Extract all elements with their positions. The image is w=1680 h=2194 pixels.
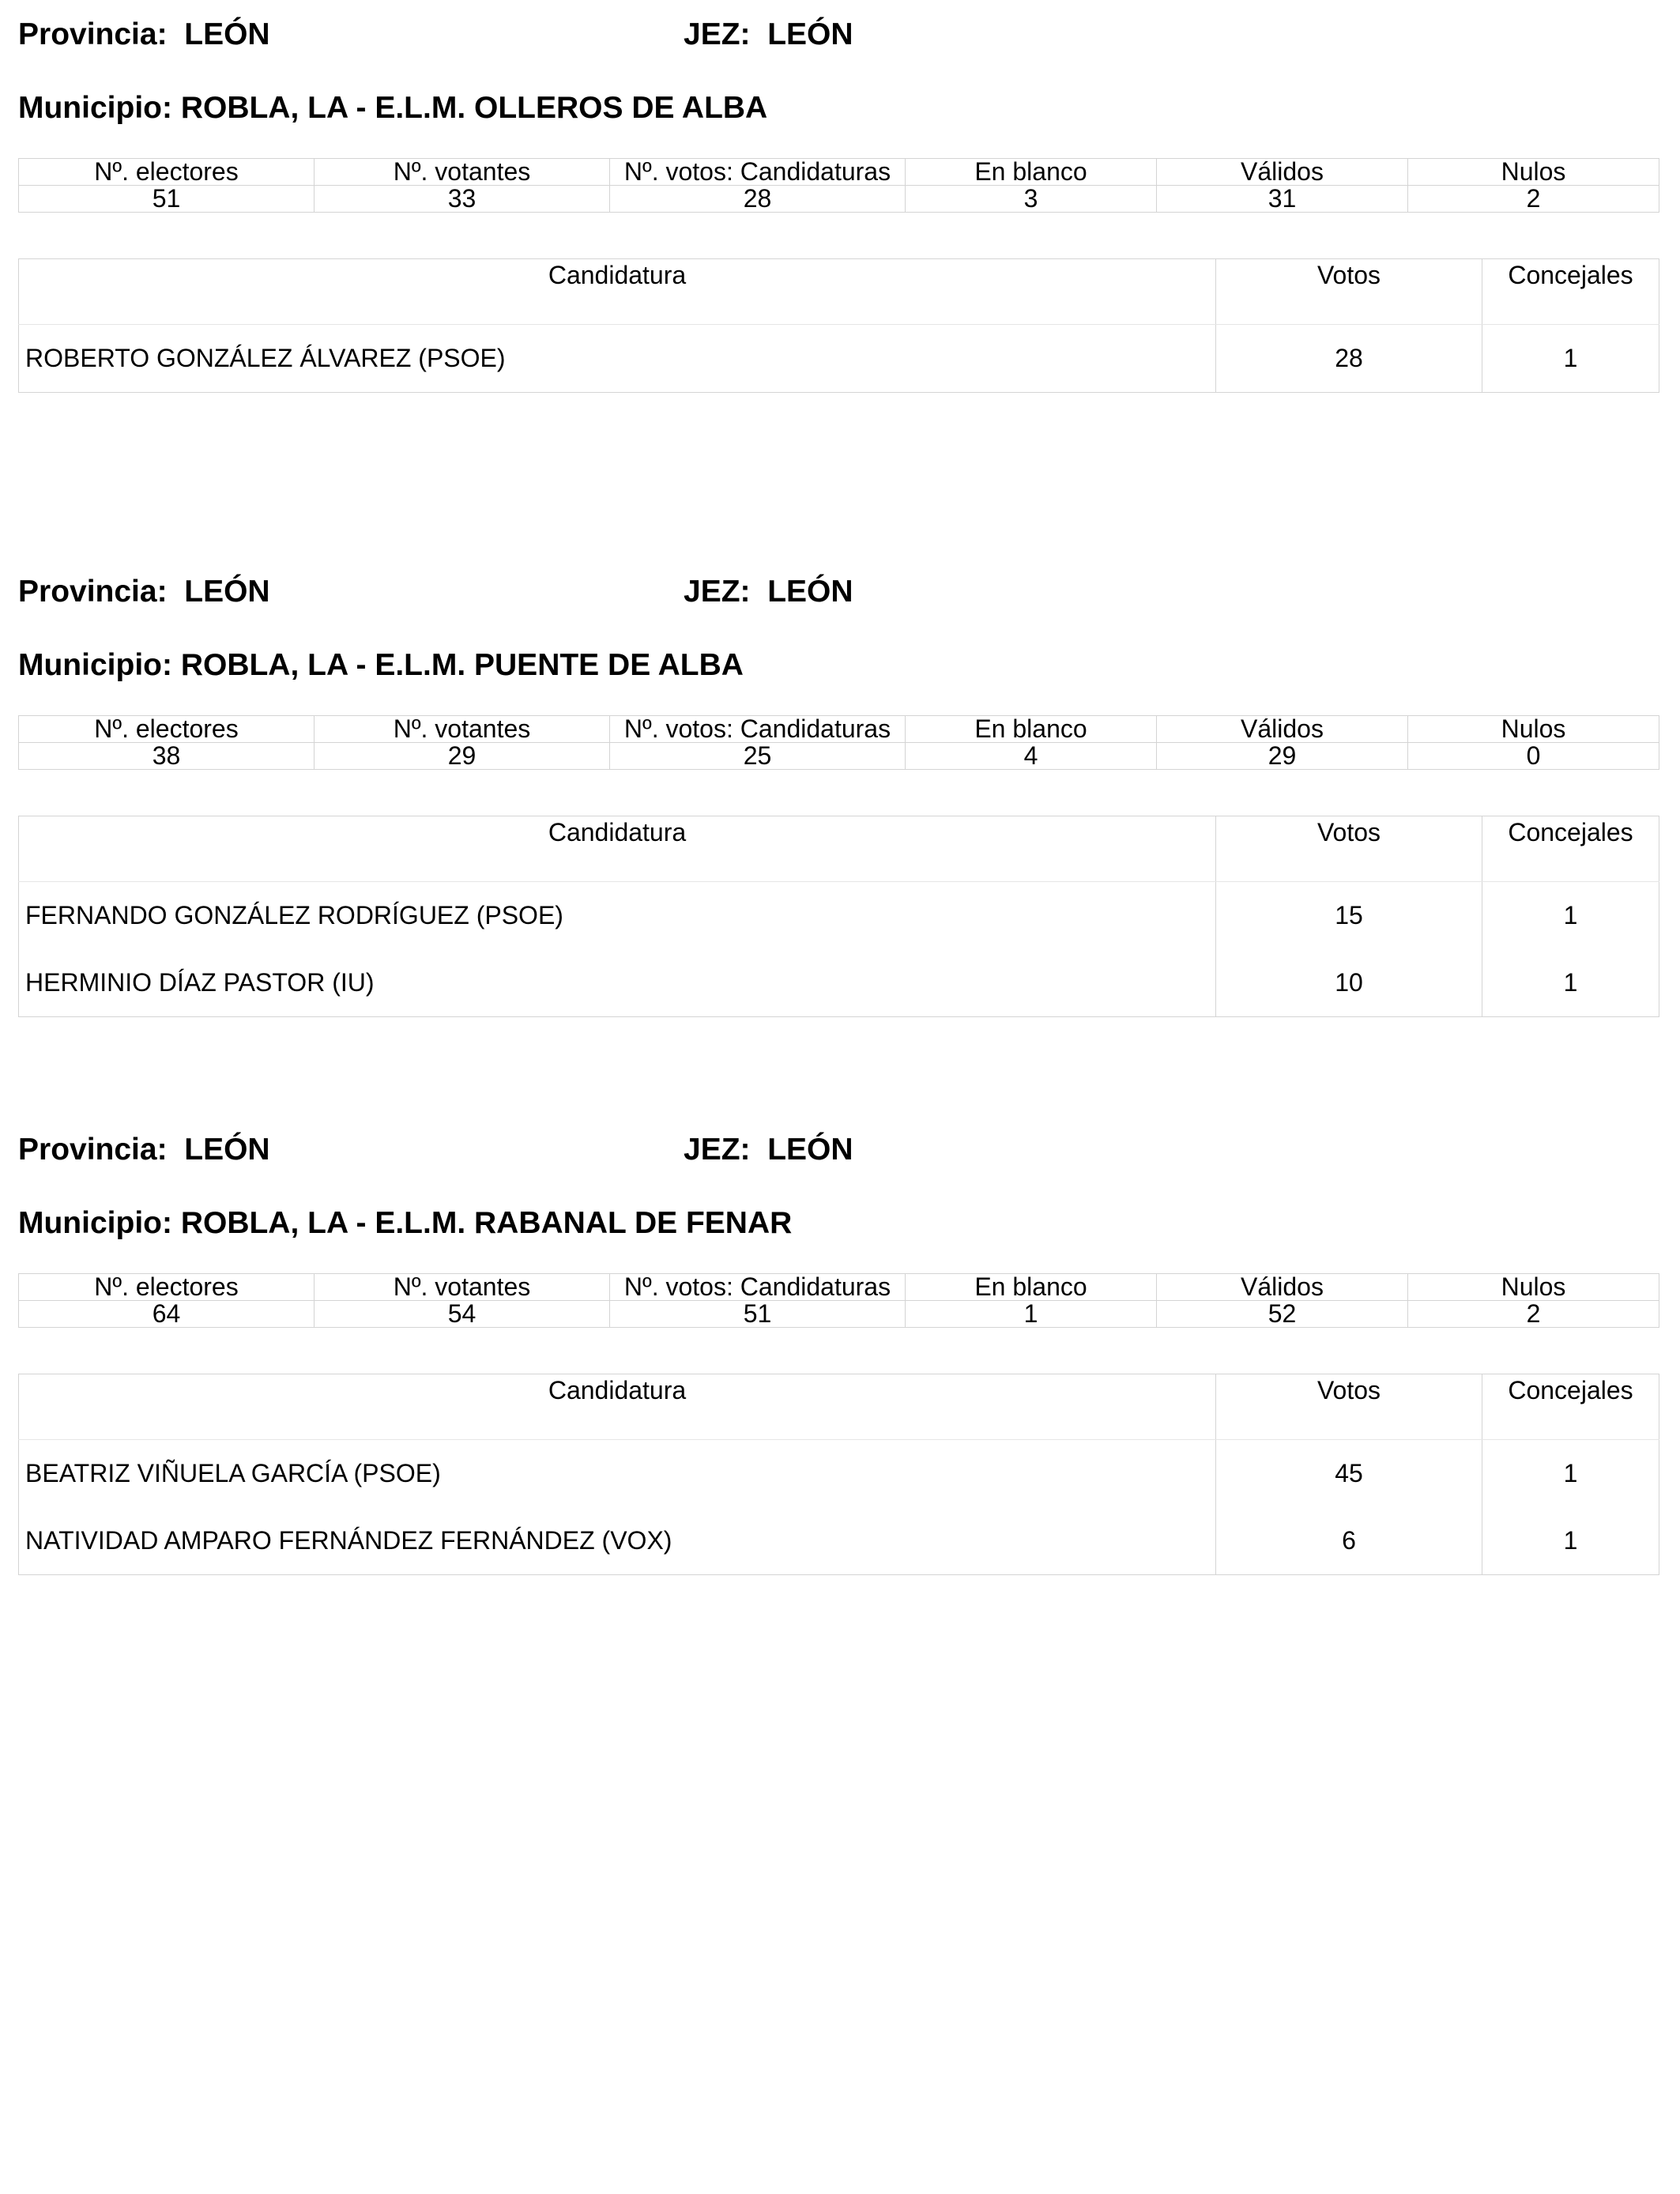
candidates-table <box>18 1374 1659 1575</box>
concejales-header: Concejales <box>1482 259 1659 325</box>
stats-header: Válidos <box>1157 716 1408 743</box>
stats-value: 51 <box>610 1301 906 1328</box>
stats-value: 29 <box>1157 743 1408 770</box>
stats-header: Nulos <box>1408 159 1659 186</box>
stats-value: 25 <box>610 743 906 770</box>
candidate-name: FERNANDO GONZÁLEZ RODRÍGUEZ (PSOE) <box>19 882 1216 950</box>
concejales-header: Concejales <box>1482 1374 1659 1440</box>
candidate-votos: 45 <box>1216 1440 1482 1508</box>
provincia-value: LEÓN <box>184 17 270 51</box>
municipio-value: ROBLA, LA - E.L.M. OLLEROS DE ALBA <box>180 91 768 125</box>
municipio-heading: Municipio: ROBLA, LA - E.L.M. PUENTE DE ALBA <box>18 648 744 682</box>
jez-heading: JEZ: LEÓN <box>684 17 853 51</box>
header-line <box>18 17 1659 55</box>
stats-value: 1 <box>906 1301 1157 1328</box>
municipio-heading: Municipio: ROBLA, LA - E.L.M. RABANAL DE FENAR <box>18 1206 793 1240</box>
candidate-concejales: 1 <box>1482 1440 1659 1508</box>
stats-value: 31 <box>1157 186 1408 213</box>
jez-heading: JEZ: LEÓN <box>684 1133 853 1167</box>
jez-value: LEÓN <box>767 1133 853 1167</box>
candidates-header-row <box>19 1374 1659 1440</box>
municipio-value: ROBLA, LA - E.L.M. PUENTE DE ALBA <box>180 648 744 682</box>
municipio-value: ROBLA, LA - E.L.M. RABANAL DE FENAR <box>180 1206 793 1240</box>
stats-header: Nulos <box>1408 716 1659 743</box>
stats-value: 2 <box>1408 1301 1659 1328</box>
candidate-name: BEATRIZ VIÑUELA GARCÍA (PSOE) <box>19 1440 1216 1508</box>
stats-header: Nº. votantes <box>315 1274 610 1301</box>
stats-header: Nº. votos: Candidaturas <box>610 716 906 743</box>
stats-table <box>18 1273 1659 1328</box>
stats-value: 52 <box>1157 1301 1408 1328</box>
municipio-section <box>18 17 1659 372</box>
provincia-value: LEÓN <box>184 575 270 609</box>
stats-value: 28 <box>610 186 906 213</box>
stats-value: 0 <box>1408 743 1659 770</box>
municipio-heading: Municipio: ROBLA, LA - E.L.M. OLLEROS DE ALBA <box>18 91 768 125</box>
table-row <box>19 325 1659 393</box>
stats-header: Nº. votos: Candidaturas <box>610 1274 906 1301</box>
municipio-section <box>18 1133 1659 1555</box>
candidate-votos: 28 <box>1216 325 1482 393</box>
stats-value: 64 <box>19 1301 315 1328</box>
concejales-header: Concejales <box>1482 816 1659 882</box>
table-row <box>19 949 1659 1017</box>
candidates-header-row <box>19 816 1659 882</box>
stats-table <box>18 715 1659 770</box>
candidates-header-row <box>19 259 1659 325</box>
candidatura-header: Candidatura <box>19 259 1216 325</box>
stats-header: En blanco <box>906 716 1157 743</box>
provincia-heading: Provincia: LEÓN <box>18 1133 270 1167</box>
stats-value: 2 <box>1408 186 1659 213</box>
votos-header: Votos <box>1216 259 1482 325</box>
candidate-concejales: 1 <box>1482 1507 1659 1575</box>
stats-header: Nº. electores <box>19 716 315 743</box>
table-row <box>19 882 1659 950</box>
stats-header: Nº. electores <box>19 159 315 186</box>
candidates-table <box>18 816 1659 1017</box>
stats-header-row <box>19 716 1659 743</box>
candidate-name: HERMINIO DÍAZ PASTOR (IU) <box>19 949 1216 1017</box>
provincia-heading: Provincia: LEÓN <box>18 575 270 609</box>
stats-header: Nº. votos: Candidaturas <box>610 159 906 186</box>
stats-value-row <box>19 186 1659 213</box>
header-line <box>18 1133 1659 1171</box>
votos-header: Votos <box>1216 816 1482 882</box>
stats-value-row <box>19 743 1659 770</box>
stats-value: 33 <box>315 186 610 213</box>
provincia-value: LEÓN <box>184 1133 270 1167</box>
candidatura-header: Candidatura <box>19 1374 1216 1440</box>
stats-header: Válidos <box>1157 1274 1408 1301</box>
stats-header: Nº. votantes <box>315 159 610 186</box>
stats-value: 29 <box>315 743 610 770</box>
stats-value-row <box>19 1301 1659 1328</box>
candidate-votos: 6 <box>1216 1507 1482 1575</box>
stats-value: 51 <box>19 186 315 213</box>
stats-table <box>18 158 1659 213</box>
votos-header: Votos <box>1216 1374 1482 1440</box>
stats-header: En blanco <box>906 1274 1157 1301</box>
jez-value: LEÓN <box>767 575 853 609</box>
jez-value: LEÓN <box>767 17 853 51</box>
stats-header: Nº. votantes <box>315 716 610 743</box>
jez-heading: JEZ: LEÓN <box>684 575 853 609</box>
stats-header-row <box>19 159 1659 186</box>
stats-value: 38 <box>19 743 315 770</box>
candidate-name: ROBERTO GONZÁLEZ ÁLVAREZ (PSOE) <box>19 325 1216 393</box>
candidate-concejales: 1 <box>1482 325 1659 393</box>
candidate-votos: 10 <box>1216 949 1482 1017</box>
candidates-table <box>18 258 1659 393</box>
candidate-concejales: 1 <box>1482 882 1659 950</box>
stats-header: Nulos <box>1408 1274 1659 1301</box>
header-line <box>18 575 1659 613</box>
stats-value: 54 <box>315 1301 610 1328</box>
stats-header: Nº. electores <box>19 1274 315 1301</box>
table-row <box>19 1507 1659 1575</box>
provincia-heading: Provincia: LEÓN <box>18 17 270 51</box>
stats-value: 4 <box>906 743 1157 770</box>
candidatura-header: Candidatura <box>19 816 1216 882</box>
stats-header-row <box>19 1274 1659 1301</box>
candidate-votos: 15 <box>1216 882 1482 950</box>
stats-header: Válidos <box>1157 159 1408 186</box>
candidate-concejales: 1 <box>1482 949 1659 1017</box>
municipio-section <box>18 575 1659 997</box>
stats-value: 3 <box>906 186 1157 213</box>
stats-header: En blanco <box>906 159 1157 186</box>
table-row <box>19 1440 1659 1508</box>
candidate-name: NATIVIDAD AMPARO FERNÁNDEZ FERNÁNDEZ (VOX) <box>19 1507 1216 1575</box>
